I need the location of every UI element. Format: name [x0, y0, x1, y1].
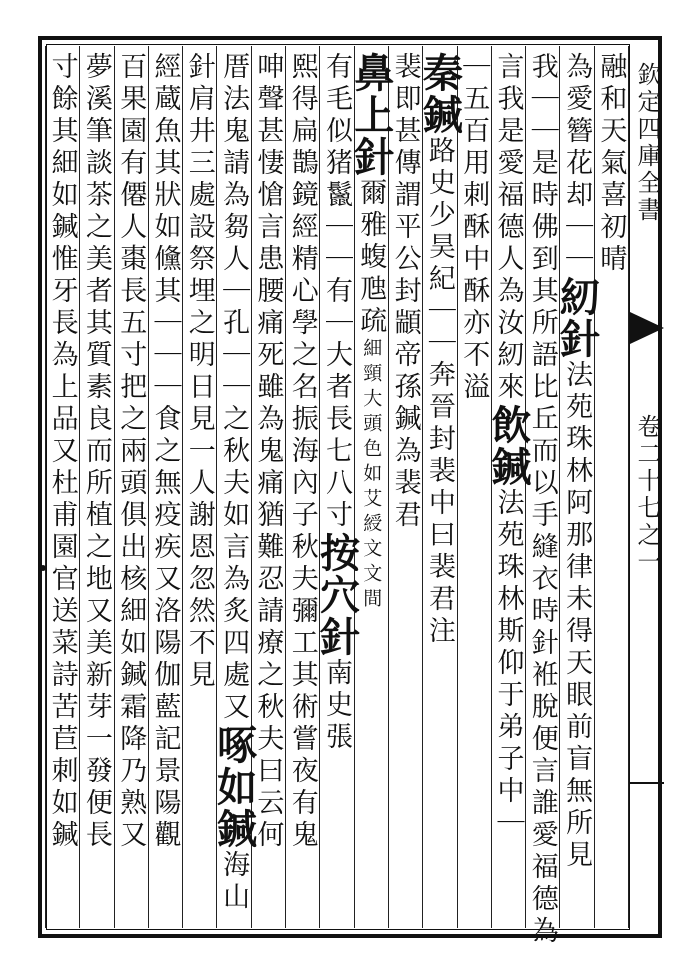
text-column — [76, 52, 116, 928]
entry-heading: 按穴針 — [313, 532, 361, 658]
body-text: 夢溪筆談茶之美者其質素良而所植之地又美新芽一發便長 — [80, 52, 112, 852]
fishtail-mark-lower — [630, 782, 664, 784]
text-column — [416, 52, 464, 928]
body-text: 百果園有僊人棗長五寸把之兩頭俱出核細如鍼霜降乃熟又 — [115, 52, 147, 852]
book-title: 欽定四庫全書 — [633, 62, 661, 224]
body-text: 法苑珠林阿那律未得天眼前盲無所見 — [561, 360, 593, 872]
text-column — [111, 52, 151, 928]
text-column — [522, 52, 562, 948]
text-column — [485, 52, 532, 928]
body-text: 言我是愛福德人為汝紉來 — [492, 52, 524, 404]
body-text: 寸餘其細如鍼惟牙長為上品又杜甫園官送菜詩苦苣刺如鍼 — [46, 52, 78, 852]
body-text: 我｜｜是時佛到其所語比丘 — [526, 52, 558, 436]
text-column — [553, 52, 601, 928]
annotation-text: 細頸大頭色如艾綬文文間 — [360, 338, 383, 613]
body-text: 有毛似猪鬣｜｜有｜大者長七八寸 — [321, 52, 352, 532]
entry-heading: 飲鍼 — [485, 404, 532, 488]
body-text: 融和天氣喜初晴 — [595, 52, 627, 276]
text-column — [282, 52, 322, 928]
body-text: 裴即甚傳謂平公封顓帝孫鍼為裴君 — [389, 52, 421, 532]
text-column — [313, 52, 361, 928]
chapter-number: 卷二十七之一 — [633, 414, 661, 576]
body-text: 針肩井三處設祭埋之明日見一人謝恩忽然不見 — [183, 52, 215, 692]
entry-heading: 紉針 — [553, 276, 601, 360]
binding-dot — [40, 565, 46, 571]
text-column — [454, 52, 494, 928]
center-margin — [630, 44, 664, 930]
book-title-margin — [632, 62, 662, 224]
text-column — [210, 52, 258, 928]
text-column — [385, 52, 425, 928]
chapter-margin — [632, 414, 662, 576]
body-text: 路史少昊紀｜｜奔晉封裴中曰裴君注 — [423, 136, 455, 648]
body-text: 而以手縫衣時針袵脫便言誰愛福德為 — [526, 436, 558, 948]
entry-heading: 秦鍼 — [416, 52, 464, 136]
text-column — [179, 52, 219, 928]
fishtail-mark — [630, 312, 664, 344]
body-text: 熙得扁鵲鏡經精心學之名振海內子秋夫彌工其術嘗夜有鬼 — [286, 52, 318, 852]
body-text: 厝法鬼請為芻人｜孔｜｜之秋夫如言為炙四處又 — [218, 52, 250, 724]
text-column — [347, 52, 395, 928]
entry-heading: 鼻上針 — [347, 52, 395, 178]
body-text: 海山 — [218, 850, 250, 914]
text-column — [42, 52, 82, 928]
text-column — [145, 52, 185, 928]
body-text: 法苑珠林斯仰于弟子中｜ — [492, 488, 524, 840]
body-text: 呻聲甚悽愴言患腰痛死雖為鬼痛猶難忍請療之秋夫曰云何 — [252, 52, 284, 852]
body-text: ｜五百用刺酥中酥亦不溢 — [458, 52, 490, 404]
entry-heading: 啄如鍼 — [210, 724, 258, 850]
text-column — [591, 52, 631, 928]
body-text: 經蔵魚其狀如儵其｜｜｜食之無疫疾又洛陽伽藍記景陽觀 — [149, 52, 181, 852]
body-text: 為愛簪花却｜｜ — [561, 52, 593, 276]
body-text: 南史張 — [321, 658, 352, 754]
body-text: 爾雅蝮虺疏 — [355, 178, 387, 338]
